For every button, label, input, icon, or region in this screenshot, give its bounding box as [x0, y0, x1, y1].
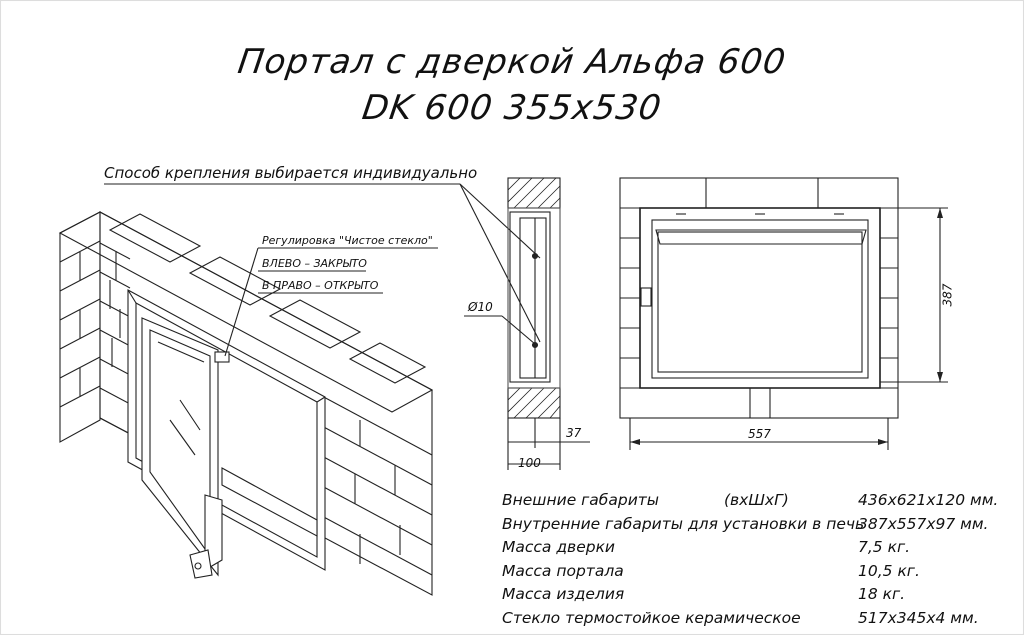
spec-label: Масса портала [502, 561, 624, 580]
spec-value: 18 кг. [858, 585, 906, 603]
spec-row [502, 562, 1012, 586]
spec-label: Масса дверки [502, 538, 616, 556]
left-closed-note: ВЛЕВО – ЗАКРЫТО [262, 257, 367, 270]
spec-value: 517x345x4 мм. [858, 608, 979, 627]
adjust-note: Регулировка "Чистое стекло" [262, 234, 433, 247]
title-line1: Портал с дверкой Альфа 600 [235, 42, 789, 82]
spec-value: 387x557x97 мм. [858, 514, 989, 533]
mounting-note: Способ крепления выбирается индивидуально [104, 164, 478, 182]
spec-row [502, 538, 1012, 562]
dim-37: 37 [566, 426, 582, 440]
spec-label: Внешние габариты [502, 491, 660, 509]
right-open-note: В ПРАВО – ОТКРЫТО [262, 279, 379, 292]
spec-label: Стекло термостойкое керамическое [502, 608, 801, 627]
spec-value: 436x621x120 мм. [858, 491, 999, 509]
front-view [620, 178, 948, 450]
spec-row [502, 515, 1012, 539]
spec-label: Внутренние габариты для установки в печь [502, 514, 865, 533]
dim-557: 557 [748, 427, 771, 441]
spec-value: 7,5 кг. [858, 538, 911, 556]
spec-table [502, 491, 1012, 632]
spec-label: Масса изделия [502, 585, 625, 603]
spec-row [502, 609, 1012, 633]
iso-open-door [142, 318, 229, 578]
spec-value: 10,5 кг. [858, 561, 920, 580]
dim-100: 100 [518, 456, 541, 470]
spec-row [502, 491, 1012, 515]
spec-row [502, 585, 1012, 609]
title-line2: DK 600 355x530 [359, 88, 665, 128]
dim-387: 387 [940, 283, 955, 307]
dim-diameter: Ø10 [468, 300, 493, 314]
spec-extra: (вхШхГ) [724, 491, 789, 509]
